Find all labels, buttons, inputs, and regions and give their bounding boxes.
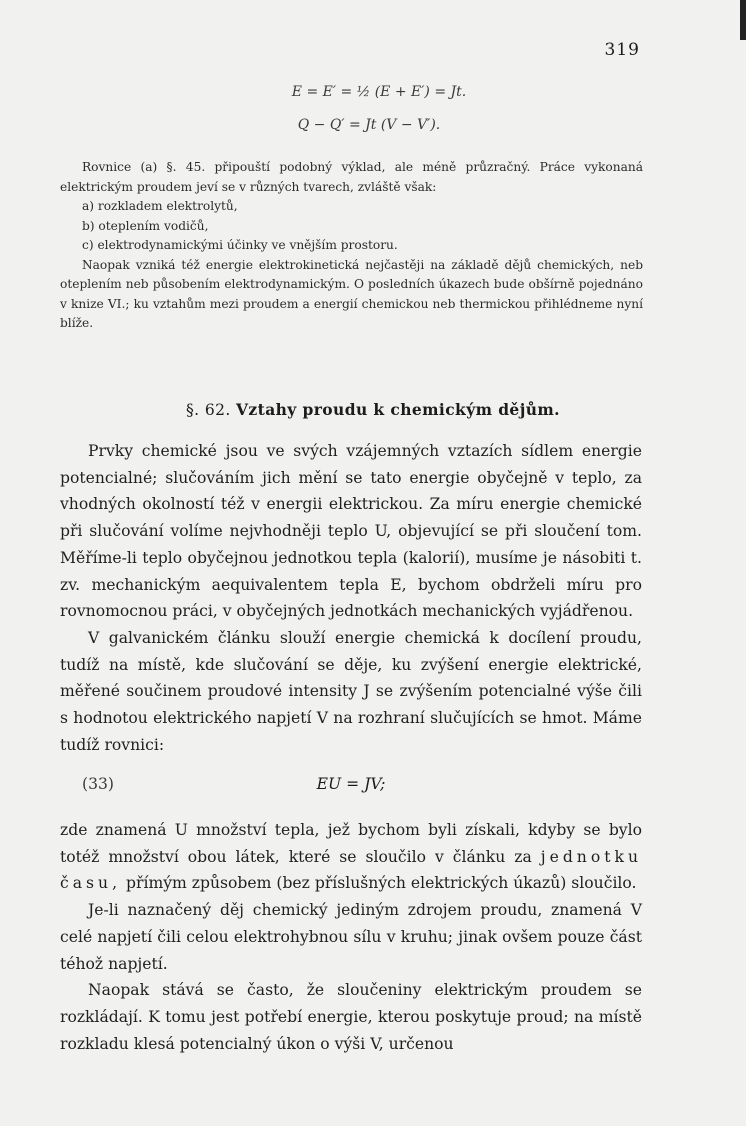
body-paragraph-1: Prvky chemické jsou ve svých vzájemných vztazích sídlem energie potencialné; slučováním jich mění se tato energie obyčejně v teplo, za vhodných okolností též v energii elektrickou. Za míru energie chemické při slučování volíme nejvhodněji teplo U, objevující se při sloučení tom. Měříme-li teplo obyčejnou jednotkou tepla (kalorií), musíme je násobiti t. zv. mechanickým aequivalentem tepla E, bychom obdrželi míru pro rovnomocnou práci, v obyčejných jednotkách mechanických vyjádřenou. — [60, 442, 642, 621]
body-paragraph-2: V galvanickém článku slouží energie chemická k docílení proudu, tudíž na místě, kde slučování se děje, ku zvýšení energie elektrické, měřené součinem proudové intensity J se zvýšením potencialné výše čili s hodnotou elektrického napjetí V na rozhraní slučujících se hmot. Máme tudíž rovnici: — [60, 628, 642, 754]
body-paragraph-3-spaced: jednotku času, — [60, 847, 642, 893]
section-heading — [0, 400, 746, 419]
body-text-upper — [60, 438, 642, 758]
small-print-block — [60, 158, 643, 334]
body-paragraph-5: Naopak stává se často, že sloučeniny elektrickým proudem se rozkládají. K tomu jest potřebí energie, kterou poskytuje proud; na místě rozkladu klesá potencialný úkon o výši V, určenou — [60, 981, 642, 1053]
small-paragraph-1: Rovnice (a) §. 45. připouští podobný výklad, ale méně průzračný. Práce vykonaná elektrickým proudem jeví se v různých tvarech, zvláště však: — [60, 160, 643, 194]
formula-number: (33) — [82, 775, 115, 793]
page-edge-shadow — [740, 0, 746, 40]
body-paragraph-4: Je-li naznačený děj chemický jediným zdrojem proudu, znamená V celé napjetí čili celou elektrohybnou sílu v kruhu; jinak ovšem pouze část téhož napjetí. — [60, 901, 642, 973]
body-text-lower — [60, 817, 642, 1057]
list-item-a: a) rozkladem elektrolytů, — [82, 199, 238, 213]
equation-heat: Q − Q′ = Jt (V − V′). — [297, 117, 441, 133]
equation-energy: E = E′ = ½ (E + E′) = Jt. — [291, 84, 467, 100]
body-paragraph-3-end: přímým způsobem (bez příslušných elektrických úkazů) sloučilo. — [126, 874, 637, 893]
list-item-b: b) oteplením vodičů, — [82, 218, 209, 233]
section-title: Vztahy proudu k chemickým dějům. — [236, 400, 560, 419]
formula-text: EU = JV; — [316, 775, 386, 793]
section-number: §. 62. — [186, 401, 231, 419]
body-paragraph-3 — [60, 817, 642, 897]
small-paragraph-2: Naopak vzniká též energie elektrokinetická nejčastěji na základě dějů chemických, neb oteplením neb působením elektrodynamickým. O posledních úkazech bude obšírně pojednáno v knize VI.; ku vztahům mezi proudem a energií chemickou neb thermickou přihlédneme nyní blíže. — [60, 257, 643, 330]
body-paragraph-3-start: zde znamená U množství tepla, jež bychom byli získali, kdyby se bylo totéž množství obou látek, které se sloučilo v článku za — [60, 821, 642, 866]
list-item-c: c) elektrodynamickými účinky ve vnějším prostoru. — [82, 238, 398, 252]
page-number: 319 — [604, 40, 640, 60]
